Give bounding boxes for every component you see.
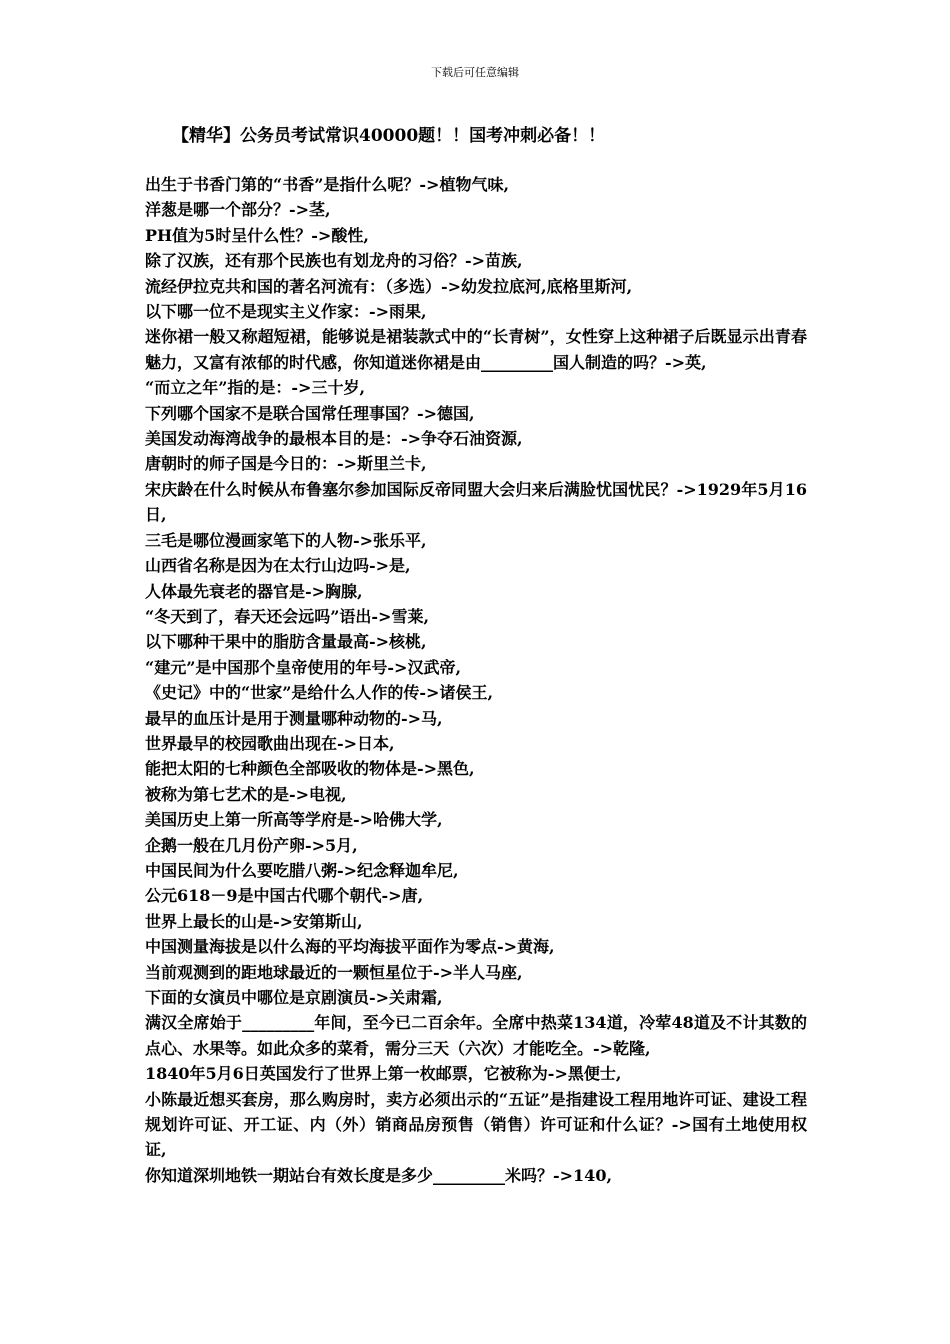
qa-item: 以下哪一位不是现实主义作家：->雨果, — [145, 302, 427, 322]
qa-list — [145, 172, 807, 1188]
qa-item: 能把太阳的七种颜色全部吸收的物体是->黑色, — [145, 759, 475, 779]
qa-item: 洋葱是哪一个部分？->茎, — [145, 200, 331, 220]
qa-item: “而立之年”指的是：->三十岁, — [145, 378, 366, 398]
qa-item: 除了汉族，还有那个民族也有划龙舟的习俗？->苗族, — [145, 251, 523, 271]
qa-item: 出生于书香门第的“书香”是指什么呢？->植物气味, — [145, 175, 510, 194]
qa-item: 最早的血压计是用于测量哪种动物的->马, — [145, 708, 443, 728]
qa-item: 下列哪个国家不是联合国常任理事国？->德国, — [145, 403, 475, 423]
header-note: 下载后可任意编辑 — [431, 66, 519, 79]
qa-item: 小陈最近想买套房，那么购房时，卖方必须出示的“五证”是指建设工程用地许可证、建设工程规划许可证、开工证、内（外）销商品房预售（销售）许可证和什么证？->国有土地使用权证, — [145, 1089, 807, 1160]
qa-item: 以下哪种干果中的脂肪含量最高->核桃, — [145, 632, 427, 652]
qa-item: 世界上最长的山是->安第斯山, — [145, 911, 363, 931]
qa-item: 宋庆龄在什么时候从布鲁塞尔参加国际反帝同盟大会归来后满脸忧国忧民？->1929年5月16日, — [145, 479, 807, 525]
qa-item: 美国发动海湾战争的最根本目的是：->争夺石油资源, — [145, 429, 523, 449]
qa-item: 迷你裙一般又称超短裙，能够说是裙装款式中的“长青树”，女性穿上这种裙子后既显示出青春魅力，又富有浓郁的时代感，你知道迷你裙是由_________国人制造的吗？->英, — [145, 327, 807, 372]
qa-item: 满汉全席始于_________年间，至今已二百余年。全席中热菜134道，冷荤48道及不计其数的点心、水果等。如此众多的菜肴，需分三天（六次）才能吃全。->乾隆, — [145, 1013, 807, 1058]
qa-item: “冬天到了，春天还会远吗”语出->雪莱, — [145, 606, 430, 626]
qa-item: 中国民间为什么要吃腊八粥->纪念释迦牟尼, — [145, 860, 459, 880]
qa-item: 下面的女演员中哪位是京剧演员->关肃霜, — [145, 988, 443, 1007]
qa-item: “建元”是中国那个皇帝使用的年号->汉武帝, — [145, 657, 462, 677]
qa-item: 公元618－9是中国古代哪个朝代->唐, — [145, 886, 424, 906]
qa-item: 《史记》中的“世家”是给什么人作的传->诸侯王, — [145, 683, 494, 703]
qa-item: 人体最先衰老的器官是->胸腺, — [145, 581, 363, 601]
qa-item: 世界最早的校园歌曲出现在->日本, — [145, 733, 395, 753]
qa-item: 你知道深圳地铁一期站台有效长度是多少_________米吗？->140, — [145, 1165, 613, 1185]
qa-item: 1840年5月6日英国发行了世界上第一枚邮票，它被称为->黑便士, — [145, 1064, 622, 1084]
qa-item: 美国历史上第一所高等学府是->哈佛大学, — [145, 810, 443, 830]
qa-item: 被称为第七艺术的是->电视, — [145, 784, 347, 804]
document-title: 【精华】公务员考试常识40000题！！国考冲刺必备！！ — [172, 126, 606, 146]
qa-item: 流经伊拉克共和国的著名河流有：（多选）->幼发拉底河,底格里斯河, — [145, 276, 633, 296]
qa-item: 企鹅一般在几月份产卵->5月, — [145, 835, 358, 855]
qa-item: 唐朝时的师子国是今日的：->斯里兰卡, — [145, 454, 427, 474]
qa-item: PH值为5时呈什么性？->酸性, — [145, 225, 369, 245]
qa-item: 中国测量海拔是以什么海的平均海拔平面作为零点->黄海, — [145, 937, 555, 957]
qa-item: 三毛是哪位漫画家笔下的人物->张乐平, — [145, 530, 427, 550]
qa-item: 当前观测到的距地球最近的一颗恒星位于->半人马座, — [145, 962, 523, 982]
qa-item: 山西省名称是因为在太行山边吗->是, — [145, 556, 411, 576]
